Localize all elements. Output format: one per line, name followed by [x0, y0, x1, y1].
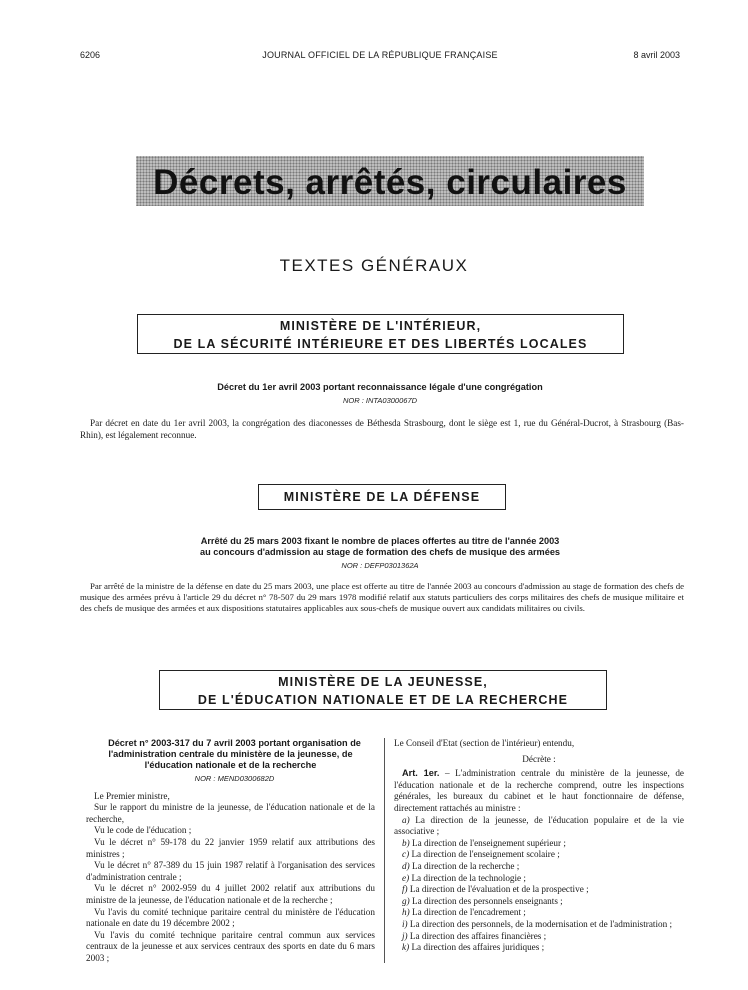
list-item-text: La direction de l'évaluation et de la prospective ;	[409, 884, 589, 895]
visa-paragraph: Vu l'avis du comité technique paritaire central commun aux services centraux de la jeunesse et aux services centraux des sports en date du 6 mars 2003 ;	[86, 929, 375, 963]
decrete: Décrète :	[522, 753, 556, 764]
list-item-letter: k)	[402, 942, 410, 953]
nor-code: INTA0300067D	[365, 396, 418, 405]
section-title: TEXTES GÉNÉRAUX	[279, 256, 469, 275]
issue-date: 8 avril 2003	[633, 50, 680, 60]
decree1-nor	[80, 396, 680, 405]
visa-paragraph: Le Premier ministre,	[94, 790, 170, 801]
visa-paragraph: Vu le code de l'éducation ;	[94, 825, 192, 836]
column-divider	[384, 738, 385, 963]
article-1-list	[394, 815, 684, 954]
arrete-body: Par arrêté de la ministre de la défense en date du 25 mars 2003, une place est offerte au titre de l'année 2003 au concours d'admission au stage de formation des chefs de musique des armées prévu à l'article 29 du décret n° 78-507 du 29 mars 1978 modifié relatif aux statuts particuliers des corps militaires des chefs de musique militaire et des chefs de musique des armées et aux dispositions statutaires applicables aux sous-chefs de musique ouvert aux candidats militaires ou civils.	[80, 581, 684, 614]
arrete-title	[80, 536, 680, 558]
article-1-label: Art. 1er.	[402, 768, 440, 779]
article-1	[394, 768, 684, 814]
ministry-defense-line1: MINISTÈRE DE LA DÉFENSE	[283, 490, 481, 504]
decree2-left-column	[86, 738, 375, 965]
list-item	[394, 907, 684, 919]
ministry-interior-line1: MINISTÈRE DE L'INTÉRIEUR,	[279, 319, 482, 333]
ministry-defense-box	[258, 484, 506, 510]
list-item	[394, 861, 684, 873]
ministry-interior-line2: DE LA SÉCURITÉ INTÉRIEURE ET DES LIBERTÉS LOCALES	[173, 337, 588, 351]
list-item	[394, 942, 684, 954]
article-1-text: – L'administration centrale du ministère de la jeunesse, de l'éducation nationale et de la recherche comprend, outre les inspections générales, les bureaux du cabinet et le haut fonctionnaire de défense, directement rattachés au ministre :	[394, 768, 684, 813]
list-item-letter: c)	[402, 849, 410, 860]
ministry-education-line2: DE L'ÉDUCATION NATIONALE ET DE LA RECHERCHE	[197, 693, 569, 707]
visa-paragraph: Vu le décret n° 87-389 du 15 juin 1987 relatif à l'organisation des services d'administration centrale ;	[86, 860, 375, 882]
list-item-letter: g)	[402, 895, 410, 906]
arrete-title-line1: Arrêté du 25 mars 2003 fixant le nombre de places offertes au titre de l'année 2003	[200, 536, 560, 546]
list-item-letter: h)	[402, 907, 410, 918]
arrete-nor	[80, 561, 680, 570]
list-item-text: La direction de l'enseignement scolaire ;	[411, 849, 560, 860]
list-item	[394, 919, 684, 931]
list-item-text: La direction des affaires financières ;	[409, 930, 547, 941]
list-item-letter: e)	[402, 872, 410, 883]
list-item	[394, 849, 684, 861]
list-item	[394, 838, 684, 850]
decree2-title: Décret n° 2003-317 du 7 avril 2003 portant organisation de l'administration centrale du ministère de la jeunesse, de l'éducation nationale et de la recherche	[108, 738, 361, 770]
nor-label: NOR :	[341, 561, 363, 570]
list-item-text: La direction de la technologie ;	[411, 872, 526, 883]
ministry-education-box	[159, 670, 607, 710]
list-item	[394, 873, 684, 885]
decree2-visas	[86, 791, 375, 965]
list-item	[394, 931, 684, 943]
banner-title: Décrets, arrêtés, circulaires	[153, 163, 627, 202]
visa-paragraph: Vu l'avis du comité technique paritaire central du ministère de l'éducation nationale en date du 19 décembre 2002 ;	[86, 906, 375, 929]
list-item-letter: j)	[402, 930, 408, 941]
list-item	[394, 815, 684, 838]
nor-code: MEND0300682D	[217, 774, 275, 783]
ministry-interior-box	[137, 314, 624, 354]
list-item-letter: f)	[402, 884, 408, 895]
nor-code: DEFP0301362A	[364, 561, 419, 570]
arrete-title-line2: au concours d'admission au stage de formation des chefs de musique des armées	[199, 547, 561, 557]
list-item-text: La direction de la recherche ;	[411, 860, 520, 871]
ministry-education-line1: MINISTÈRE DE LA JEUNESSE,	[278, 675, 488, 689]
visa-paragraph: Vu le décret n° 2002-959 du 4 juillet 2002 relatif aux attributions du ministre de la jeunesse, de l'éducation nationale et de la recherche ;	[86, 883, 375, 905]
decree2-right-column	[394, 738, 684, 954]
decree1-body: Par décret en date du 1er avril 2003, la congrégation des diaconesses de Béthesda Strasbourg, dont le siège est 1, rue du Général-Ducrot, à Strasbourg (Bas-Rhin), est légalement reconnue.	[80, 418, 684, 440]
list-item-letter: i)	[402, 918, 408, 929]
list-item-letter: b)	[402, 837, 410, 848]
decree1-title: Décret du 1er avril 2003 portant reconnaissance légale d'une congrégation	[217, 382, 543, 392]
page-number: 6206	[80, 50, 101, 60]
list-item-text: La direction des personnels, de la modernisation et de l'administration ;	[409, 918, 673, 929]
list-item-letter: a)	[402, 814, 410, 825]
list-item-text: La direction de l'encadrement ;	[411, 907, 526, 918]
list-item-text: La direction des affaires juridiques ;	[411, 942, 545, 953]
running-header	[80, 50, 680, 64]
visa-paragraph: Sur le rapport du ministre de la jeunesse, de l'éducation nationale et de la recherche,	[86, 802, 375, 824]
list-item-text: La direction des personnels enseignants ;	[411, 895, 563, 906]
nor-label: NOR :	[342, 396, 364, 405]
list-item-letter: d)	[402, 860, 410, 871]
list-item-text: La direction de la jeunesse, de l'éducation populaire et de la vie associative ;	[394, 814, 685, 837]
journal-title: JOURNAL OFFICIEL DE LA RÉPUBLIQUE FRANÇAISE	[262, 50, 498, 60]
list-item	[394, 896, 684, 908]
nor-label: NOR :	[194, 774, 216, 783]
conseil-etat: Le Conseil d'Etat (section de l'intérieur) entendu,	[394, 738, 575, 748]
list-item	[394, 884, 684, 896]
visa-paragraph: Vu le décret n° 59-178 du 22 janvier 1959 relatif aux attributions des ministres ;	[86, 836, 375, 859]
list-item-text: La direction de l'enseignement supérieur ;	[411, 837, 566, 848]
decree2-nor	[86, 773, 375, 785]
